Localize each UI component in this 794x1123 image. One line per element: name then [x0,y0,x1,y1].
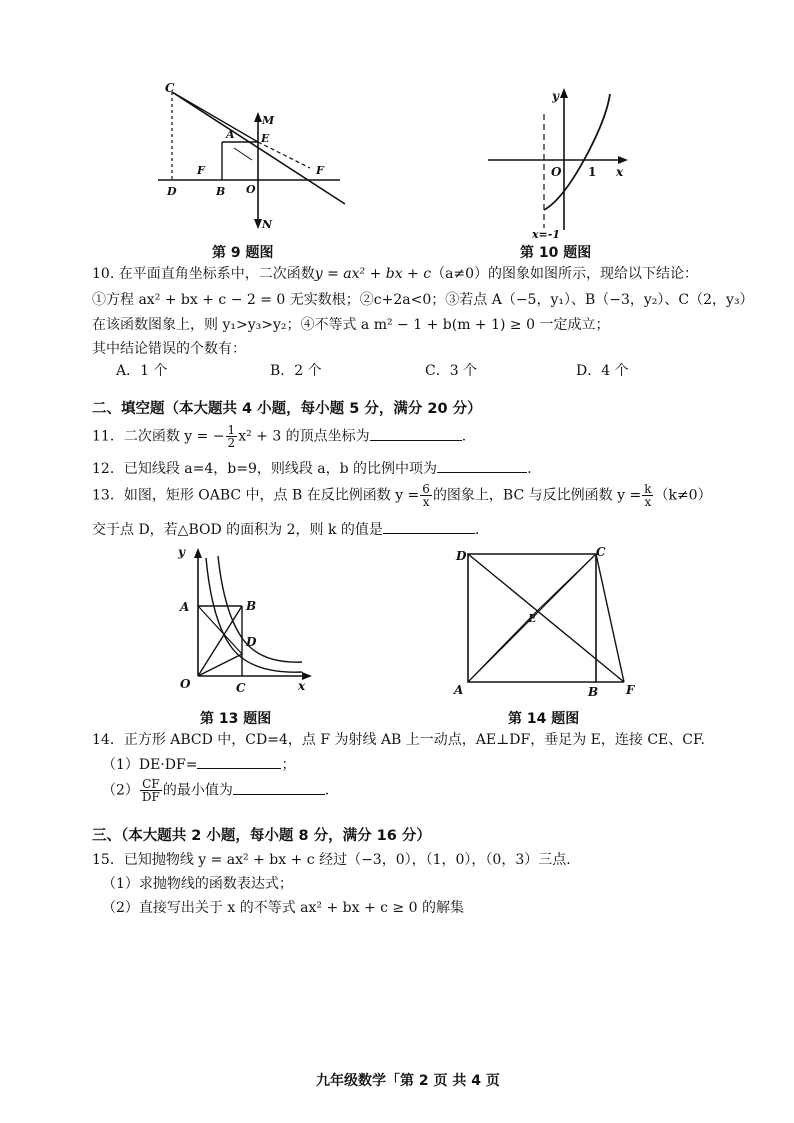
q10-line2: ①方程 ax² + bx + c − 2 = 0 无实数根；②c+2a<0；③若点 A（−5，y₁）、B（−3，y₂）、C（2，y₃） [92,292,754,308]
q14-fraction [140,778,162,803]
q13-fraction-2 [642,483,653,508]
q12-text: 12．已知线段 a=4，b=9，则线段 a，b 的比例中项为 [92,461,438,477]
fig10-label-o: O [551,165,562,179]
q14-p2-end: . [324,782,330,799]
q11 [92,424,466,449]
figure-13 [172,542,312,702]
q11-end: . [461,428,467,445]
fig14-label-d: D [456,549,467,563]
fig13-label-d: D [246,635,257,649]
q13-num1: 6 [422,482,430,496]
q13-fraction-1 [420,483,432,508]
q14-den: DF [141,790,160,804]
q13-num2: k [644,482,652,496]
fig9-label-a: A [226,128,235,141]
fig13-label-o: O [180,677,191,691]
page-footer: 九年级数学「第 2 页 共 4 页 [316,1073,500,1089]
fig9-label-b: B [216,185,226,198]
q15-part2: （2）直接写出关于 x 的不等式 ax² + bx + c ≥ 0 的解集 [102,900,464,916]
fig13-label-y: y [178,545,185,559]
fig14-label-b: B [588,685,599,699]
q14-p1-end: ； [281,757,296,773]
q14-part2 [102,778,329,803]
q14-p2-post: 的最小值为 [162,782,233,799]
fig13-label-a: A [180,600,190,614]
fig9-label-e: E [261,132,270,145]
fig10-label-y: y [552,89,559,103]
figure-14-caption: 第 14 题图 [508,711,580,727]
fig10-label-x: x [616,165,624,179]
q13-post: （k≠0） [654,487,712,504]
q13-line1 [92,483,712,508]
fig9-label-n: N [262,218,273,231]
q12-end: . [527,461,532,477]
fig14-label-a: A [454,683,464,697]
q10-line3: 在该函数图象上，则 y₁>y₃>y₂；④不等式 a m² − 1 + b(m + 1) ≥ 0 一定成立； [92,317,610,333]
fig9-label-c: C [165,81,175,95]
fig9-label-f-left: F [197,164,205,177]
q10-text-b: （a≠0）的图象如图所示，现给以下结论： [431,266,699,282]
q12-answer-blank[interactable] [437,458,527,473]
q15-line1: 15．已知抛物线 y = ax² + bx + c 经过（−3，0），（1，0），（0，3）三点. [92,852,571,868]
section-2-heading: 二、填空题（本大题共 4 小题，每小题 5 分，满分 20 分） [92,401,482,417]
q13-answer-blank[interactable] [383,519,475,534]
q10-line4: 其中结论错误的个数有： [92,341,246,357]
q11-post: x² + 3 的顶点坐标为 [238,428,370,445]
q11-num: 1 [227,423,236,437]
q10-func: y = ax² + bx + c [314,266,432,282]
q13-den2: x [644,495,652,509]
q15-part1: （1）求抛物线的函数表达式； [102,876,293,892]
fig10-label-one: 1 [588,165,597,179]
fig9-label-m: M [262,114,275,127]
q10-option-a: A．1 个 [116,363,168,379]
fig13-label-b: B [246,599,257,613]
q10-option-c: C．3 个 [425,363,478,379]
fig13-label-c: C [236,681,246,695]
figure-14 [452,542,652,702]
section-3-heading: 三、（本大题共 2 小题，每小题 8 分，满分 16 分） [92,828,431,844]
figure-10-caption: 第 10 题图 [520,245,592,261]
q10-option-b: B．2 个 [270,363,322,379]
q10-line1 [92,264,698,284]
q14-p1-text: （1）DE·DF= [102,757,198,773]
figure-10 [484,80,634,240]
q14-p2-pre: （2） [102,782,139,799]
fig14-label-c: C [596,545,606,559]
q14-p2-answer-blank[interactable] [233,780,325,795]
q13-mid: 的图象上，BC 与反比例函数 y = [432,487,642,504]
q13-pre: 13．如图，矩形 OABC 中，点 B 在反比例函数 y = [92,487,420,504]
q12 [92,458,532,479]
fig10-label-xeq: x=-1 [532,228,560,241]
fig14-label-e: E [528,612,537,625]
q13-line2 [92,519,479,540]
q14-num: CF [142,777,160,791]
q14-p1-answer-blank[interactable] [197,754,281,769]
figure-13-caption: 第 13 题图 [200,711,272,727]
q13-den1: x [422,495,430,509]
q13-line2-text: 交于点 D，若△BOD 的面积为 2，则 k 的值是 [92,522,383,538]
q13-end: . [474,522,480,538]
q14-part1 [102,754,295,775]
fig9-label-d: D [167,185,177,198]
q11-den: 2 [227,436,236,450]
q10-option-d: D．4 个 [576,363,629,379]
fig14-label-f: F [626,683,635,697]
figure-9 [150,82,370,242]
figure-9-caption: 第 9 题图 [212,245,274,261]
q11-fraction [226,424,238,449]
q14-line1: 14．正方形 ABCD 中，CD=4，点 F 为射线 AB 上一动点，AE⊥DF，垂足为 E，连接 CE、CF. [92,732,705,748]
fig13-label-x: x [298,679,306,693]
fig9-label-f-right: F [316,164,324,177]
q10-text-a: 10. 在平面直角坐标系中，二次函数 [92,266,315,282]
q11-pre: 11．二次函数 y = − [92,428,225,445]
fig9-label-o: O [246,183,256,196]
q11-answer-blank[interactable] [370,426,462,441]
